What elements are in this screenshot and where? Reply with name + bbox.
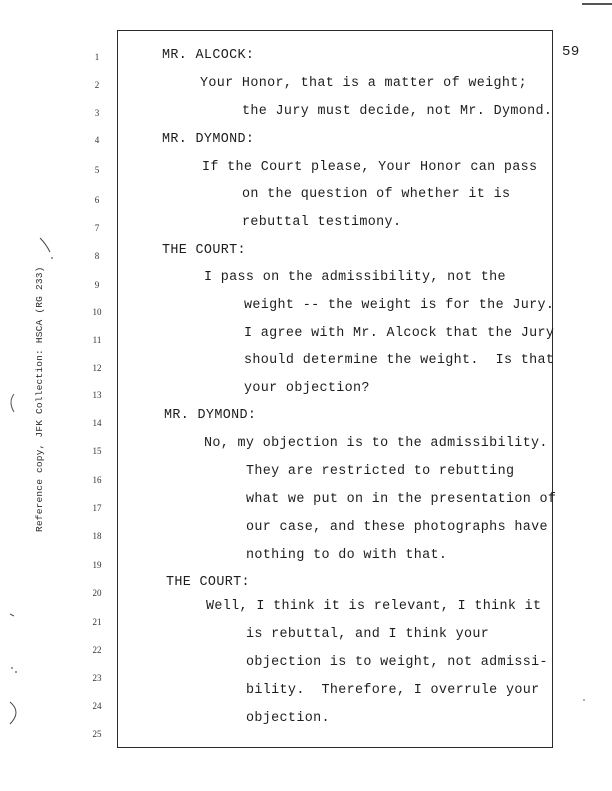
- dialogue-line: what we put on in the presentation of: [246, 492, 557, 507]
- line-number: 14: [92, 418, 102, 428]
- dialogue-line: If the Court please, Your Honor can pass: [202, 160, 538, 175]
- scan-mark: [40, 238, 50, 252]
- speaker-label: MR. DYMOND:: [162, 132, 255, 147]
- speaker-label: MR. ALCOCK:: [162, 48, 255, 63]
- dialogue-line: They are restricted to rebutting: [246, 464, 515, 479]
- line-number: 21: [92, 617, 102, 627]
- dialogue-line: your objection?: [244, 381, 370, 396]
- page-number: 59: [562, 44, 580, 60]
- line-number: 4: [94, 135, 100, 145]
- scan-mark: [583, 699, 585, 701]
- dialogue-line: No, my objection is to the admissibility.: [204, 436, 548, 451]
- speaker-label: MR. DYMOND:: [164, 408, 257, 423]
- archive-reference-stamp: Reference copy, JFK Collection: HSCA (RG 233): [34, 266, 45, 532]
- line-number: 17: [92, 503, 102, 513]
- line-number: 9: [94, 280, 100, 290]
- line-number: 16: [92, 475, 102, 485]
- dialogue-line: I pass on the admissibility, not the: [204, 270, 506, 285]
- scan-mark: [10, 702, 16, 724]
- line-number: 11: [92, 335, 102, 345]
- dialogue-line: Your Honor, that is a matter of weight;: [200, 76, 528, 91]
- dialogue-line: the Jury must decide, not Mr. Dymond.: [242, 104, 553, 119]
- speaker-label: THE COURT:: [166, 575, 250, 590]
- line-number: 24: [92, 701, 102, 711]
- line-number: 22: [92, 645, 102, 655]
- line-number: 13: [92, 390, 102, 400]
- line-number: 12: [92, 363, 102, 373]
- scan-mark: [11, 667, 13, 669]
- dialogue-line: on the question of whether it is: [242, 187, 511, 202]
- dialogue-line: bility. Therefore, I overrule your: [246, 683, 540, 698]
- dialogue-line: should determine the weight. Is that: [244, 353, 555, 368]
- line-number: 1: [94, 52, 100, 62]
- line-number: 7: [94, 223, 100, 233]
- line-number: 5: [94, 165, 100, 175]
- scan-mark: [10, 614, 14, 616]
- dialogue-line: rebuttal testimony.: [242, 215, 402, 230]
- dialogue-line: objection is to weight, not admissi-: [246, 655, 548, 670]
- dialogue-line: is rebuttal, and I think your: [246, 627, 490, 642]
- scan-mark: [15, 671, 17, 673]
- scan-mark: [11, 394, 14, 412]
- line-number: 2: [94, 80, 100, 90]
- line-number: 3: [94, 108, 100, 118]
- dialogue-line: I agree with Mr. Alcock that the Jury: [244, 326, 555, 341]
- dialogue-line: nothing to do with that.: [246, 548, 448, 563]
- line-number-column: [82, 0, 112, 791]
- line-number: 25: [92, 729, 102, 739]
- dialogue-line: weight -- the weight is for the Jury.: [244, 298, 555, 313]
- line-number: 19: [92, 560, 102, 570]
- line-number: 15: [92, 446, 102, 456]
- line-number: 10: [92, 307, 102, 317]
- scan-mark: [51, 257, 53, 259]
- speaker-label: THE COURT:: [162, 243, 246, 258]
- dialogue-line: Well, I think it is relevant, I think it: [206, 599, 542, 614]
- line-number: 8: [94, 251, 100, 261]
- line-number: 18: [92, 531, 102, 541]
- dialogue-line: objection.: [246, 711, 330, 726]
- dialogue-line: our case, and these photographs have: [246, 520, 548, 535]
- line-number: 6: [94, 195, 100, 205]
- line-number: 20: [92, 588, 102, 598]
- line-number: 23: [92, 673, 102, 683]
- top-edge-rule: [582, 3, 612, 5]
